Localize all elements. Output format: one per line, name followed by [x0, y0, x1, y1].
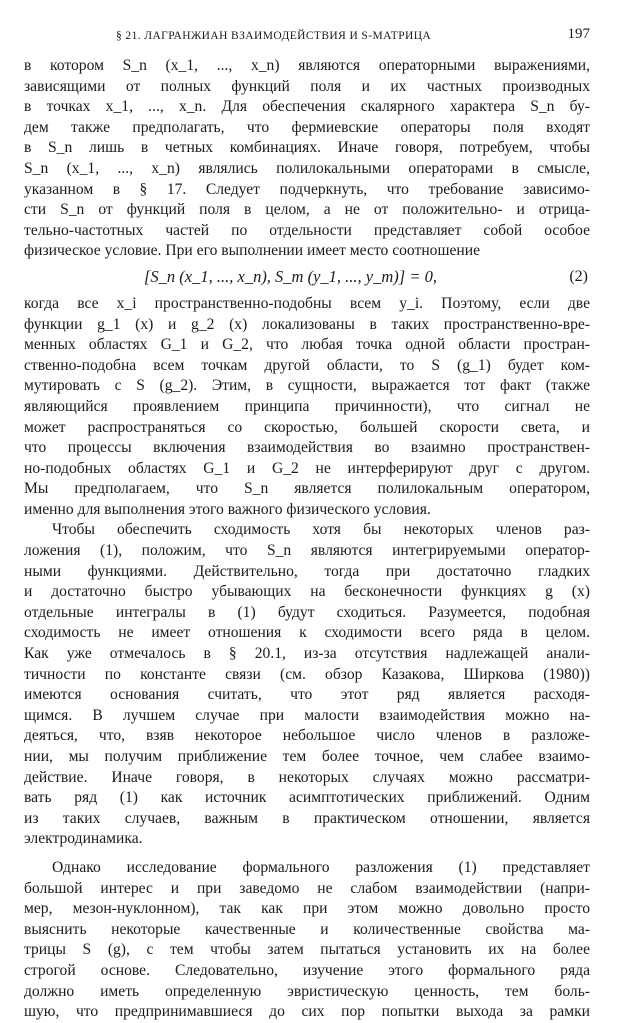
text-line: ложения (1), положим, что S_n являются интегрируемыми оператор-	[24, 542, 590, 560]
paragraph-3	[24, 520, 590, 850]
paragraph-1	[24, 56, 590, 262]
text-line: имеются основания считать, что этот ряд является расходя-	[24, 686, 590, 704]
text-line: щимся. В лучшем случае при малости взаимодействия можно на-	[24, 706, 590, 724]
text-line: Мы предполагаем, что S_n является полилокальным оператором,	[24, 480, 590, 498]
text-line: менных областях G_1 и G_2, что любая точка одной области простран-	[24, 336, 590, 354]
text-line: Как уже отмечалось в § 20.1, из-за отсутствия надлежащей анали-	[24, 645, 590, 663]
text-line: деяться, что, взяв некоторое небольшое число членов в разложе-	[24, 727, 590, 745]
text-line: сходимость не имеет отношения к сходимости всего ряда в целом.	[24, 624, 590, 642]
text-line: вать ряд (1) как источник асимптотических приближений. Одним	[24, 789, 590, 807]
text-line: когда все x_i пространственно-подобны всем y_i. Поэтому, если две	[24, 294, 590, 312]
text-line: может распространяться со скоростью, большей скорости света, и	[24, 418, 590, 436]
text-line: Однако исследование формального разложения (1) представляет	[52, 858, 590, 876]
paragraph-4	[24, 858, 590, 1023]
paragraph-2	[24, 294, 590, 521]
text-line: выяснить некоторые качественные и количественные свойства ма-	[24, 920, 590, 938]
text-line: из таких случаев, важным в практическом отношении, является	[24, 809, 590, 827]
text-line: зависящими от полных функций поля и их частных производных	[24, 77, 590, 95]
text-line: но-подобных областях G_1 и G_2 не интерферируют друг с другом.	[24, 459, 590, 477]
text-line: трицы S (g), с тем чтобы затем пытаться установить их на более	[24, 941, 590, 959]
text-line: ственно-подобна всем точкам другой области, то S (g_1) будет ком-	[24, 356, 590, 374]
text-line: в котором S_n (x_1, ..., x_n) являются операторными выражениями,	[24, 57, 590, 74]
text-line: физическое условие. При его выполнении имеет место соотношение	[24, 242, 481, 260]
text-line: что процессы включения взаимодействия во взаимно пространствен-	[24, 439, 590, 457]
text-line: шую, что предпринимавшиеся до сих пор попытки выхода за рамки	[24, 1003, 590, 1021]
text-line: электродинамика.	[24, 830, 143, 848]
text-line: функции g_1 (x) и g_2 (x) локализованы в таких пространственно-вре-	[24, 315, 590, 333]
text-line: ными функциями. Действительно, тогда при достаточно гладких	[24, 562, 590, 580]
text-line: и достаточно быстро убывающих на бесконечности функциях g (x)	[24, 583, 590, 601]
text-line: именно для выполнения этого важного физического условия.	[24, 500, 431, 518]
text-line: отдельные интегралы в (1) будут сходиться. Разумеется, подобная	[24, 603, 590, 621]
equation-2	[24, 264, 590, 292]
text-line: строгой основе. Следовательно, изучение этого формального ряда	[24, 961, 590, 979]
text-line: действие. Иначе говоря, в некоторых случаях можно рассматри-	[24, 768, 590, 786]
text-line: Чтобы обеспечить сходимость хотя бы некоторых членов раз-	[52, 521, 590, 539]
text-line: сти S_n от функций поля в целом, а не от положительно- и отрица-	[24, 201, 590, 219]
text-line: должно иметь определенную эвристическую ценность, тем боль-	[24, 982, 590, 1000]
text-line: мер, мезон-нуклонном), так как при этом можно довольно просто	[24, 900, 590, 918]
text-line: нии, мы получим приближение тем более точное, чем слабее взаимо-	[24, 748, 590, 765]
text-line: в S_n лишь в четных комбинациях. Иначе говоря, потребуем, чтобы	[24, 139, 590, 157]
book-page	[24, 14, 590, 1023]
page-number: 197	[567, 26, 590, 42]
text-line: тельно-частотных частей по отдельности представляет собой особое	[24, 221, 590, 239]
body-text	[24, 56, 590, 1023]
text-line: дем также предполагать, что фермиевские операторы поля входят	[24, 118, 590, 136]
text-line: S_n (x_1, ..., x_n) являлись полилокальными операторами в смысле,	[24, 159, 590, 177]
equation-formula: [S_n (x_1, ..., x_n), S_m (y_1, ..., y_m)] = 0,	[144, 266, 437, 286]
page-header	[24, 14, 590, 56]
equation-number: (2)	[569, 267, 588, 285]
text-line: мутировать с S (g_2). Этим, в сущности, выражается тот факт (также	[24, 377, 590, 395]
paragraph-gap	[24, 850, 590, 858]
text-line: указанном в § 17. Следует подчеркнуть, что требование зависимо-	[24, 180, 590, 198]
running-head: § 21. ЛАГРАНЖИАН ВЗАИМОДЕЙСТВИЯ И S-МАТРИЦА	[116, 30, 432, 42]
text-line: большой интерес и при заведомо не слабом взаимодействии (напри-	[24, 879, 590, 897]
text-line: в точках x_1, ..., x_n. Для обеспечения скалярного характера S_n бу-	[24, 98, 590, 116]
text-line: являющийся проявлением принципа причинности), что сигнал не	[24, 397, 590, 415]
text-line: тичности по константе связи (см. обзор Казакова, Ширкова (1980))	[24, 665, 590, 683]
